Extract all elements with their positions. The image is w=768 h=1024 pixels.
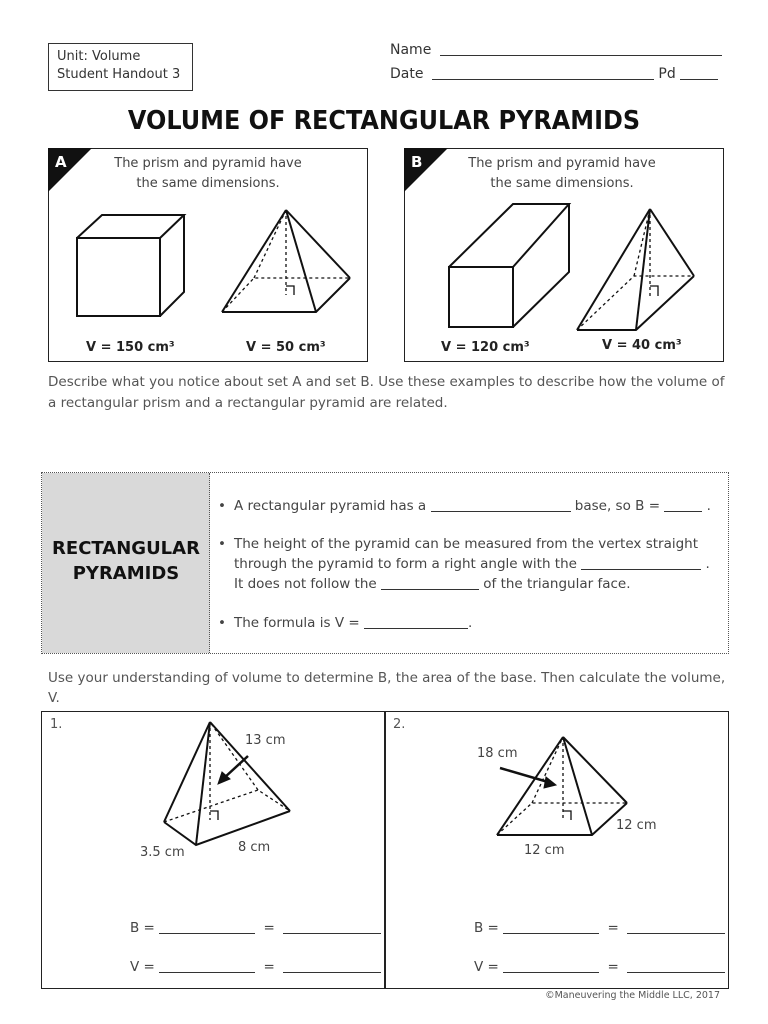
pyramid-a-figure bbox=[218, 206, 354, 318]
set-b-caption: The prism and pyramid have the same dimensions. bbox=[468, 156, 656, 191]
set-b-tag-letter: B bbox=[411, 153, 423, 171]
slant-blank[interactable] bbox=[381, 589, 479, 590]
problem-1-base-answer[interactable] bbox=[283, 933, 381, 934]
problem-1-length-label: 8 cm bbox=[238, 840, 271, 855]
period-blank[interactable] bbox=[680, 79, 718, 80]
instructions: Use your understanding of volume to determine B, the area of the base. Then calculate the volume, V. bbox=[48, 670, 726, 706]
problem-2-volume-work[interactable] bbox=[503, 972, 599, 973]
handout-label: Student Handout 3 bbox=[57, 67, 181, 82]
copyright-footer: ©Maneuvering the Middle LLC, 2017 bbox=[545, 990, 720, 1001]
problem-2-length-label: 12 cm bbox=[524, 843, 565, 858]
problem-1-pyramid bbox=[160, 718, 310, 850]
problem-2-volume-answer[interactable] bbox=[627, 972, 725, 973]
bullet-formula: • The formula is V = . bbox=[218, 615, 473, 631]
problem-1-base-work[interactable] bbox=[159, 933, 255, 934]
problem-1-volume-answer[interactable] bbox=[283, 972, 381, 973]
problem-2-base-work[interactable] bbox=[503, 933, 599, 934]
period-label: Pd bbox=[658, 66, 676, 82]
problem-2-volume-row: V = = bbox=[474, 959, 725, 975]
bullet-dot: • bbox=[218, 536, 226, 552]
problem-2-width-label: 12 cm bbox=[616, 818, 657, 833]
bullet-height: • The height of the pyramid can be measured from the vertex straight through the pyramid to form a right angle with the . It does not follow the of the triangular face. bbox=[218, 536, 710, 592]
name-label: Name bbox=[390, 42, 432, 58]
formula-blank[interactable] bbox=[364, 628, 468, 629]
bullet-base: • A rectangular pyramid has a base, so B = . bbox=[218, 498, 711, 514]
name-blank[interactable] bbox=[440, 55, 722, 56]
unit-label: Unit: Volume bbox=[57, 49, 141, 64]
name-field-row bbox=[390, 42, 722, 58]
notes-title: RECTANGULAR PYRAMIDS bbox=[52, 538, 200, 584]
base-area-blank[interactable] bbox=[664, 511, 702, 512]
problem-1-width-label: 3.5 cm bbox=[140, 845, 185, 860]
problem-1-volume-work[interactable] bbox=[159, 972, 255, 973]
problem-1-volume-row: V = = bbox=[130, 959, 381, 975]
set-a-tag-letter: A bbox=[55, 153, 67, 171]
date-label: Date bbox=[390, 66, 424, 82]
set-b-pyramid-volume: V = 40 cm³ bbox=[602, 338, 682, 353]
set-a-prism-volume: V = 150 cm³ bbox=[86, 340, 175, 355]
cube-figure bbox=[72, 210, 192, 322]
right-angle-blank[interactable] bbox=[581, 569, 701, 570]
rectangular-prism-figure bbox=[446, 190, 572, 330]
problem-1-height-label: 13 cm bbox=[245, 733, 286, 748]
date-blank[interactable] bbox=[432, 79, 654, 80]
problem-1-number: 1. bbox=[50, 717, 63, 732]
base-shape-blank[interactable] bbox=[431, 511, 571, 512]
bullet-dot: • bbox=[218, 498, 226, 514]
set-b-prism-volume: V = 120 cm³ bbox=[441, 340, 530, 355]
set-a-caption: The prism and pyramid have the same dimensions. bbox=[114, 156, 302, 191]
describe-prompt: Describe what you notice about set A and set B. Use these examples to describe how the volume of a rectangular prism and a rectangular pyramid are related. bbox=[48, 374, 725, 411]
problems-divider bbox=[384, 711, 386, 989]
unit-box bbox=[48, 43, 193, 91]
page-title: VOLUME OF RECTANGULAR PYRAMIDS bbox=[127, 106, 641, 136]
problem-2-base-answer[interactable] bbox=[627, 933, 725, 934]
problem-1-base-row: B = = bbox=[130, 920, 381, 936]
problem-2-height-label: 18 cm bbox=[477, 746, 518, 761]
problem-2-number: 2. bbox=[393, 717, 406, 732]
bullet-dot: • bbox=[218, 615, 226, 631]
problem-2-base-row: B = = bbox=[474, 920, 725, 936]
pyramid-b-figure bbox=[574, 206, 700, 334]
date-field-row bbox=[390, 66, 718, 82]
set-a-pyramid-volume: V = 50 cm³ bbox=[246, 340, 326, 355]
